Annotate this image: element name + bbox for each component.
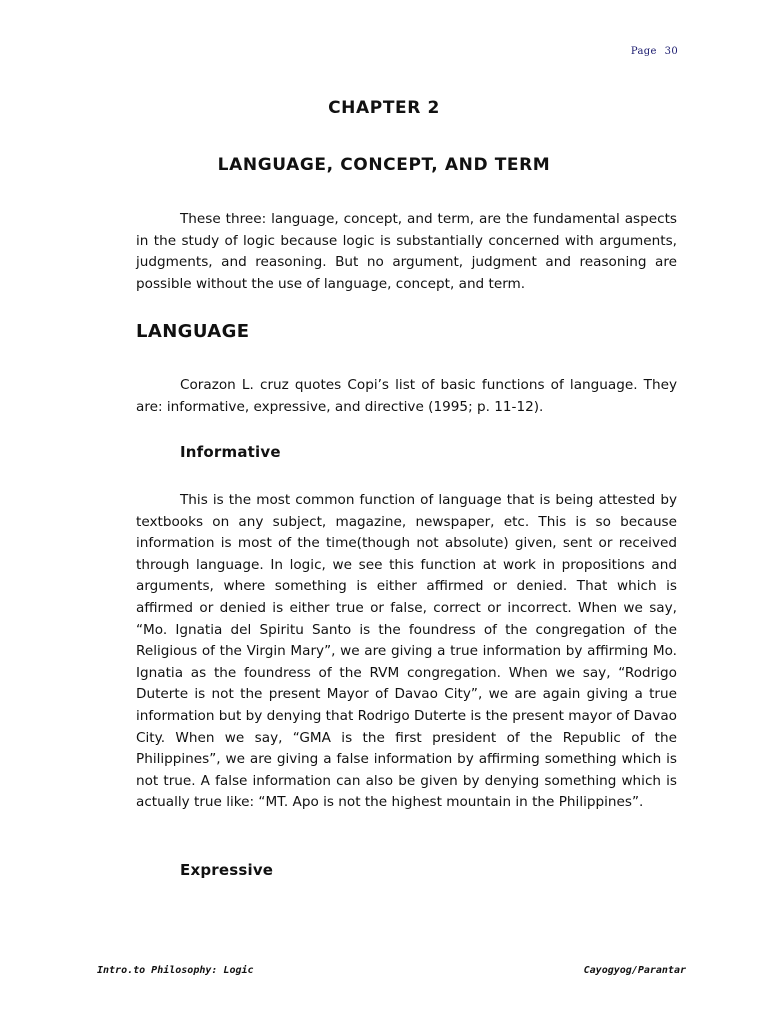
footer-course-title: Intro.to Philosophy: Logic — [97, 965, 254, 976]
subheading-expressive: Expressive — [180, 861, 274, 879]
footer-authors: Cayogyog/Parantar — [583, 965, 686, 976]
page-number — [631, 46, 678, 57]
informative-paragraph: This is the most common function of language that is being attested by textbooks on any subject, magazine, newspaper, etc. This is so because information is most of the time(though not absolute) given, sent or received through language. In logic, we see this function at work in propositions and arguments, where something is either affirmed or denied. That which is affirmed or denied is either true or false, correct or incorrect. When we say, “Mo. Ignatia del Spiritu Santo is the foundress of the congregation of the Religious of the Virgin Mary”, we are giving a true information by affirming Mo. Ignatia as the foundress of the RVM congregation. When we say, “Rodrigo Duterte is not the present Mayor of Davao City”, we are again giving a true information but by denying that Rodrigo Duterte is the present mayor of Davao City. When we say, “GMA is the first president of the Republic of the Philippines”, we are giving a false information by affirming something which is not true. A false information can also be given by denying something which is actually true like: “MT. Apo is not the highest mountain in the Philippines”. — [136, 492, 677, 811]
section-heading-language: LANGUAGE — [136, 321, 250, 342]
chapter-number: CHAPTER 2 — [328, 98, 440, 118]
page-number-value: 30 — [664, 46, 678, 57]
language-paragraph: Corazon L. cruz quotes Copi’s list of basic functions of language. They are: informative, expressive, and directive (1995; p. 11-12). — [136, 377, 677, 415]
intro-paragraph: These three: language, concept, and term, are the fundamental aspects in the study of logic because logic is substantially concerned with arguments, judgments, and reasoning. But no argument, judgment and reasoning are possible without the use of language, concept, and term. — [136, 211, 677, 292]
page-label: Page — [630, 46, 657, 57]
subheading-informative: Informative — [180, 443, 281, 461]
chapter-title: LANGUAGE, CONCEPT, AND TERM — [217, 155, 551, 175]
